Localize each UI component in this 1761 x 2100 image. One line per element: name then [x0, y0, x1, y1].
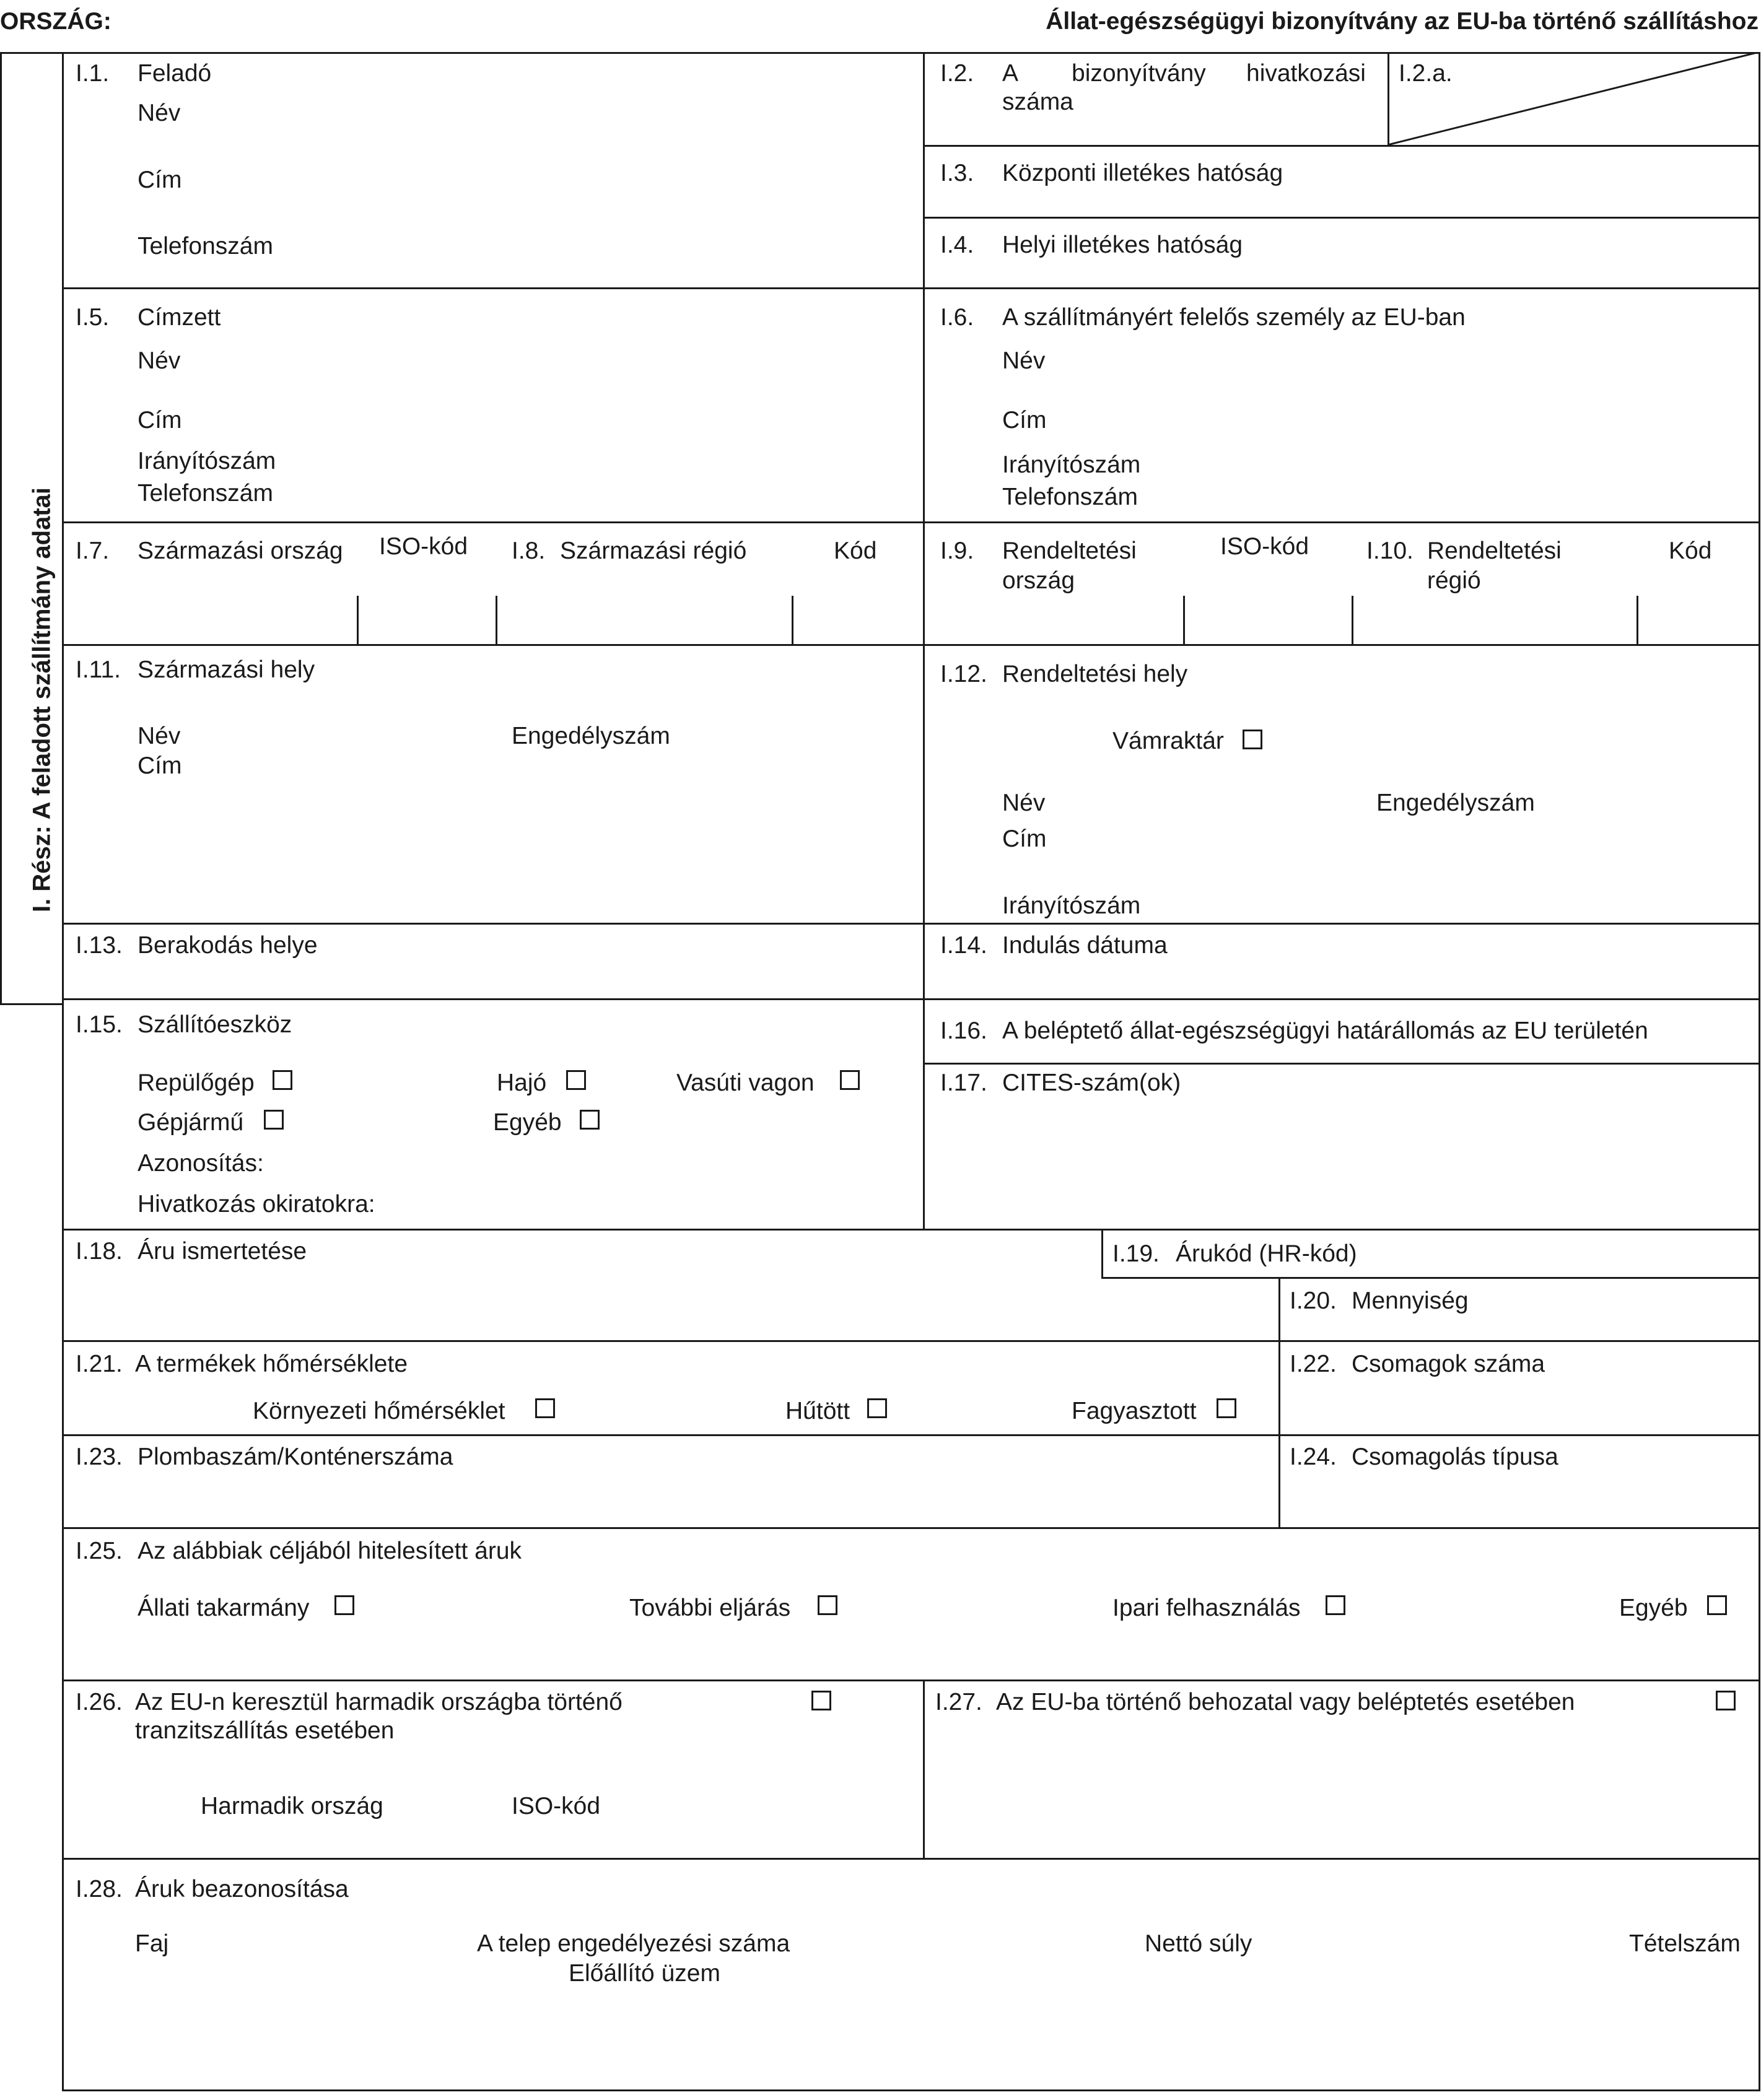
origin-name-label: Név [138, 723, 181, 749]
field-number: I.24. [1290, 1444, 1337, 1470]
field-number: I.11. [76, 656, 121, 683]
purpose-processing-label: További eljárás [629, 1595, 791, 1621]
transport-title: Szállítóeszköz [138, 1011, 292, 1038]
transport-other-label: Egyéb [493, 1109, 562, 1136]
purpose-industrial-label: Ipari felhasználás [1112, 1595, 1301, 1621]
field-number: I.8. [512, 538, 546, 564]
consignee-phone-label: Telefonszám [138, 480, 273, 507]
destination-region-title: Rendeltetési [1427, 538, 1562, 564]
destination-country-title: Rendeltetési [1002, 538, 1137, 564]
field-number: I.14. [940, 932, 987, 959]
field-number: I.22. [1290, 1351, 1337, 1377]
field-number: I.3. [940, 160, 974, 186]
consignor-title: Feladó [138, 60, 212, 87]
central-authority-title: Központi illetékes hatóság [1002, 160, 1283, 186]
field-number: I.2. [940, 60, 974, 87]
import-checkbox[interactable] [1716, 1691, 1736, 1710]
batch-number-column-label: Tételszám [1629, 1930, 1741, 1957]
loading-place-title: Berakodás helye [138, 932, 318, 959]
certificate-ref-title: A [1002, 60, 1019, 87]
consignee-postcode-label: Irányítószám [138, 448, 276, 474]
field-number: I.2.a. [1399, 60, 1453, 87]
purpose-processing-checkbox[interactable] [818, 1595, 837, 1615]
transport-rail-label: Vasúti vagon [676, 1070, 815, 1096]
quantity-title: Mennyiség [1352, 1287, 1469, 1314]
origin-region-title: Származási régió [560, 538, 747, 564]
field-number: I.1. [76, 60, 110, 87]
transport-plane-label: Repülőgép [138, 1070, 255, 1096]
goods-identification-title: Áruk beazonosítása [135, 1876, 349, 1902]
manufacturing-plant-column-label: Előállító üzem [569, 1960, 720, 1987]
local-authority-title: Helyi illetékes hatóság [1002, 232, 1243, 258]
border-post-title: A beléptető állat-egészségügyi határállomás az EU területén [1002, 1017, 1648, 1044]
consignor-phone-label: Telefonszám [138, 233, 273, 259]
field-number: I.21. [76, 1351, 123, 1377]
transport-ship-label: Hajó [497, 1070, 547, 1096]
field-number: I.23. [76, 1444, 123, 1470]
import-title: Az EU-ba történő behozatal vagy beléptetés esetében [996, 1689, 1575, 1715]
consignor-name-label: Név [138, 100, 181, 126]
third-country-label: Harmadik ország [201, 1793, 383, 1819]
origin-region-code-label: Kód [834, 538, 877, 564]
origin-address-label: Cím [138, 752, 182, 779]
bonded-warehouse-checkbox[interactable] [1243, 730, 1262, 749]
certificate-ref-title: száma [1002, 89, 1073, 115]
responsible-person-title: A szállítmányért felelős személy az EU-ban [1002, 304, 1466, 331]
origin-permit-label: Engedélyszám [512, 723, 670, 749]
country-label: ORSZÁG: [0, 8, 111, 35]
field-number: I.12. [940, 661, 987, 687]
goods-description-title: Áru ismertetése [138, 1238, 307, 1265]
temp-chilled-checkbox[interactable] [867, 1398, 887, 1418]
transport-vehicle-label: Gépjármű [138, 1109, 244, 1136]
responsible-address-label: Cím [1002, 407, 1047, 434]
responsible-name-label: Név [1002, 347, 1046, 374]
purpose-feed-label: Állati takarmány [138, 1595, 310, 1621]
responsible-phone-label: Telefonszám [1002, 484, 1138, 510]
transport-plane-checkbox[interactable] [273, 1070, 292, 1090]
transport-docref-label: Hivatkozás okiratokra: [138, 1191, 375, 1218]
field-number: I.16. [940, 1017, 987, 1044]
species-column-label: Faj [135, 1930, 169, 1957]
transport-other-checkbox[interactable] [580, 1110, 600, 1130]
departure-date-title: Indulás dátuma [1002, 932, 1168, 959]
destination-country-title: ország [1002, 567, 1075, 594]
transport-identification-label: Azonosítás: [138, 1150, 264, 1177]
field-number: I.9. [940, 538, 974, 564]
net-weight-column-label: Nettó súly [1145, 1930, 1252, 1957]
temp-chilled-label: Hűtött [785, 1398, 850, 1424]
commodity-code-title: Árukód (HR-kód) [1176, 1240, 1357, 1267]
field-number: I.15. [76, 1011, 123, 1038]
consignor-address-label: Cím [138, 167, 182, 193]
bonded-warehouse-label: Vámraktár [1112, 728, 1224, 754]
field-number: I.5. [76, 304, 110, 331]
field-number: I.25. [76, 1538, 123, 1564]
destination-country-iso-label: ISO-kód [1220, 533, 1309, 560]
place-of-destination-title: Rendeltetési hely [1002, 661, 1188, 687]
field-number: I.17. [940, 1070, 987, 1096]
purpose-other-checkbox[interactable] [1707, 1595, 1727, 1615]
origin-country-title: Származási ország [138, 538, 343, 564]
destination-name-label: Név [1002, 790, 1046, 816]
packaging-type-title: Csomagolás típusa [1352, 1444, 1558, 1470]
field-number: I.10. [1366, 538, 1414, 564]
transport-vehicle-checkbox[interactable] [264, 1110, 284, 1130]
transport-rail-checkbox[interactable] [840, 1070, 860, 1090]
temp-ambient-checkbox[interactable] [535, 1398, 555, 1418]
destination-address-label: Cím [1002, 826, 1047, 852]
transit-checkbox[interactable] [811, 1691, 831, 1710]
field-number: I.13. [76, 932, 123, 959]
approval-number-column-label: A telep engedélyezési száma [477, 1930, 790, 1957]
destination-postcode-label: Irányítószám [1002, 892, 1141, 919]
field-number: I.19. [1112, 1240, 1160, 1267]
origin-country-iso-label: ISO-kód [379, 533, 468, 560]
purpose-other-label: Egyéb [1619, 1595, 1688, 1621]
destination-permit-label: Engedélyszám [1376, 790, 1535, 816]
third-country-iso-label: ISO-kód [512, 1793, 601, 1819]
field-number: I.18. [76, 1238, 123, 1265]
temperature-title: A termékek hőmérséklete [135, 1351, 408, 1377]
field-number: I.4. [940, 232, 974, 258]
temp-ambient-label: Környezeti hőmérséklet [253, 1398, 505, 1424]
field-number: I.6. [940, 304, 974, 331]
purpose-industrial-checkbox[interactable] [1326, 1595, 1345, 1615]
certificate-title: Állat-egészségügyi bizonyítvány az EU-ba történő szállításhoz [1046, 8, 1759, 35]
cites-title: CITES-szám(ok) [1002, 1070, 1181, 1096]
consignee-title: Címzett [138, 304, 221, 331]
seal-number-title: Plombaszám/Konténerszáma [138, 1444, 453, 1470]
purpose-feed-checkbox[interactable] [334, 1595, 354, 1615]
field-number: I.7. [76, 538, 110, 564]
part-one-label: I. Rész: A feladott szállítmány adatai [28, 487, 56, 913]
destination-region-title: régió [1427, 567, 1481, 594]
temp-frozen-checkbox[interactable] [1217, 1398, 1236, 1418]
field-number: I.27. [935, 1689, 982, 1715]
transport-ship-checkbox[interactable] [566, 1070, 586, 1090]
certificate-ref-title: bizonyítvány [1072, 60, 1206, 87]
field-number: I.28. [76, 1876, 123, 1902]
consignee-name-label: Név [138, 347, 181, 374]
certified-for-title: Az alábbiak céljából hitelesített áruk [138, 1538, 522, 1564]
responsible-postcode-label: Irányítószám [1002, 451, 1141, 478]
destination-region-code-label: Kód [1669, 538, 1712, 564]
transit-title: Az EU-n keresztül harmadik országba történő [135, 1689, 623, 1715]
certificate-ref-title: hivatkozási [1246, 60, 1366, 87]
temp-frozen-label: Fagyasztott [1072, 1398, 1197, 1424]
transit-title: tranzitszállítás esetében [135, 1717, 395, 1744]
field-number: I.26. [76, 1689, 123, 1715]
field-number: I.20. [1290, 1287, 1337, 1314]
place-of-origin-title: Származási hely [138, 656, 315, 683]
packages-count-title: Csomagok száma [1352, 1351, 1545, 1377]
consignee-address-label: Cím [138, 407, 182, 434]
